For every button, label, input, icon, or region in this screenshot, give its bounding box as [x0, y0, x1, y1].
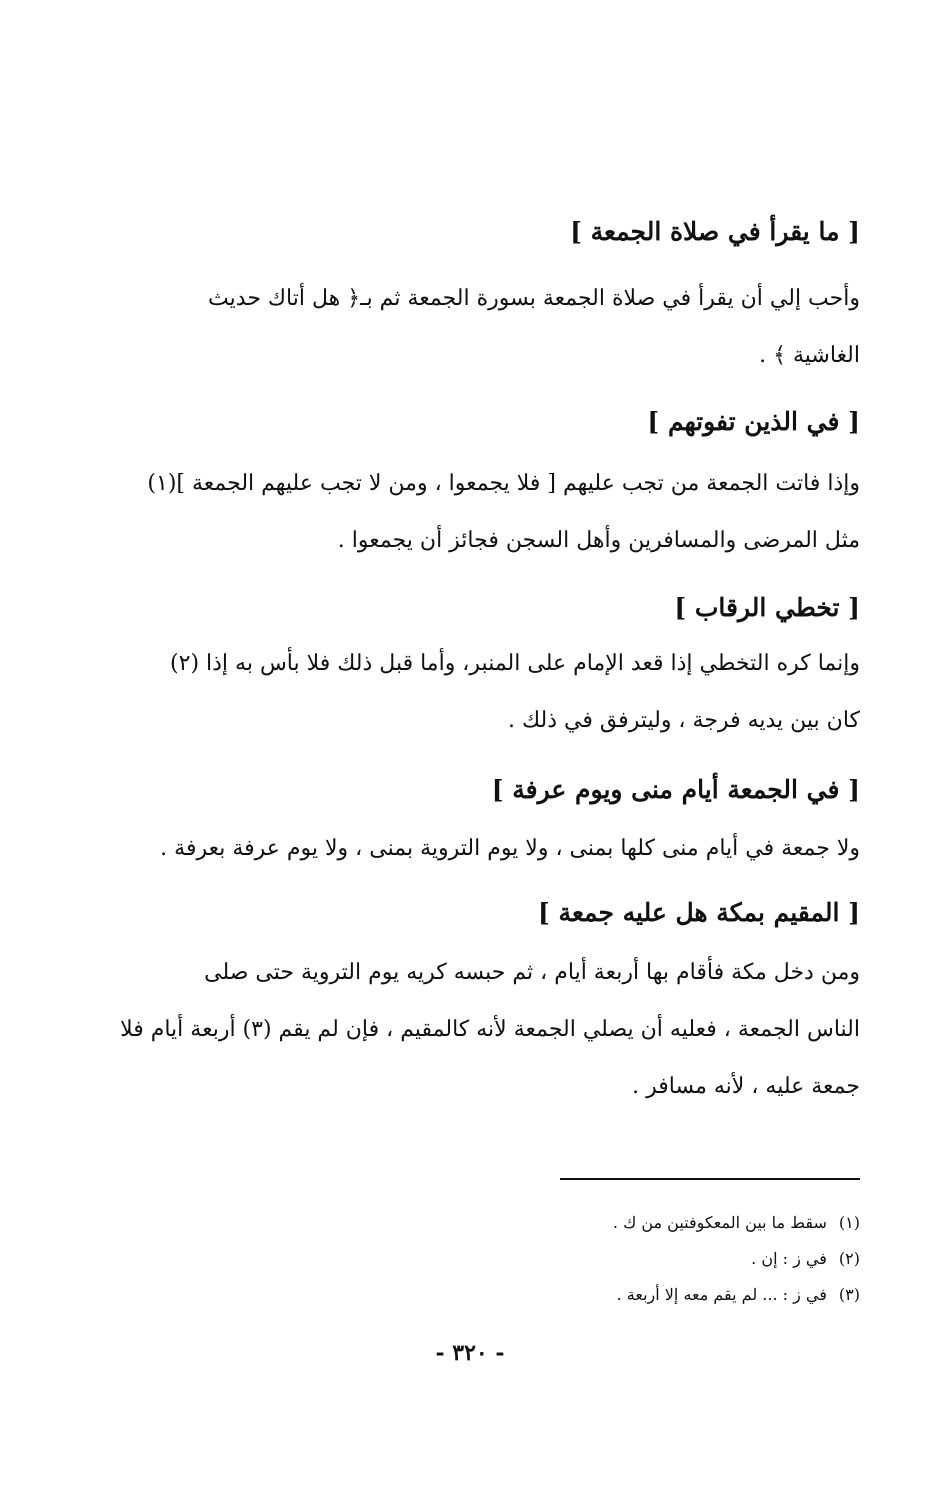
paragraph-line: جمعة عليه ، لأنه مسافر .	[632, 1074, 860, 1099]
footnote-text: في ز : إن .	[751, 1249, 827, 1268]
paragraph-line: الناس الجمعة ، فعليه أن يصلي الجمعة لأنه كالمقيم ، فإن لم يقم (٣) أربعة أيام فلا	[120, 1017, 860, 1042]
footnote-text: سقط ما بين المعكوفتين من ك .	[612, 1213, 827, 1232]
section-paragraph	[80, 944, 860, 1115]
section-paragraph	[80, 820, 860, 877]
section-heading: [ ما يقرأ في صلاة الجمعة ]	[570, 217, 860, 246]
paragraph-line: وإذا فاتت الجمعة من تجب عليهم [ فلا يجمعوا ، ومن لا تجب عليهم الجمعة ](١)	[147, 471, 860, 496]
section-heading: [ المقيم بمكة هل عليه جمعة ]	[538, 898, 860, 927]
paragraph-line: ولا جمعة في أيام منى كلها بمنى ، ولا يوم التروية بمنى ، ولا يوم عرفة بعرفة .	[160, 836, 860, 861]
paragraph-line: وإنما كره التخطي إذا قعد الإمام على المنبر، وأما قبل ذلك فلا بأس به إذا (٢)	[170, 651, 860, 676]
section-paragraph	[80, 635, 860, 749]
footnote-text: في ز : ... لم يقم معه إلا أربعة .	[616, 1285, 827, 1304]
footnotes	[80, 1205, 860, 1313]
section-heading: [ في الذين تفوتهم ]	[647, 407, 860, 436]
document-page	[80, 0, 860, 1493]
paragraph-line: مثل المرضى والمسافرين وأهل السجن فجائز أن يجمعوا .	[337, 528, 860, 553]
section-heading: [ في الجمعة أيام منى ويوم عرفة ]	[491, 775, 860, 804]
section-paragraph	[80, 270, 860, 384]
footnote	[80, 1205, 860, 1241]
footnote	[80, 1277, 860, 1313]
section-paragraph	[80, 455, 860, 569]
paragraph-line: وأحب إلي أن يقرأ في صلاة الجمعة بسورة الجمعة ثم بـ﴿ هل أتاك حديث	[208, 286, 860, 311]
page-number: - ٣٢٠ -	[435, 1340, 505, 1366]
section-heading: [ تخطي الرقاب ]	[674, 593, 860, 622]
footnote-number: (١)	[838, 1213, 860, 1232]
footnote-divider	[560, 1178, 860, 1180]
footnote-number: (٣)	[838, 1285, 860, 1304]
footnote-number: (٢)	[838, 1249, 860, 1268]
paragraph-line: ومن دخل مكة فأقام بها أربعة أيام ، ثم حبسه كريه يوم التروية حتى صلى	[204, 960, 860, 985]
footnote	[80, 1241, 860, 1277]
paragraph-line: الغاشية ﴾ .	[759, 343, 860, 368]
paragraph-line: كان بين يديه فرجة ، وليترفق في ذلك .	[507, 708, 860, 733]
